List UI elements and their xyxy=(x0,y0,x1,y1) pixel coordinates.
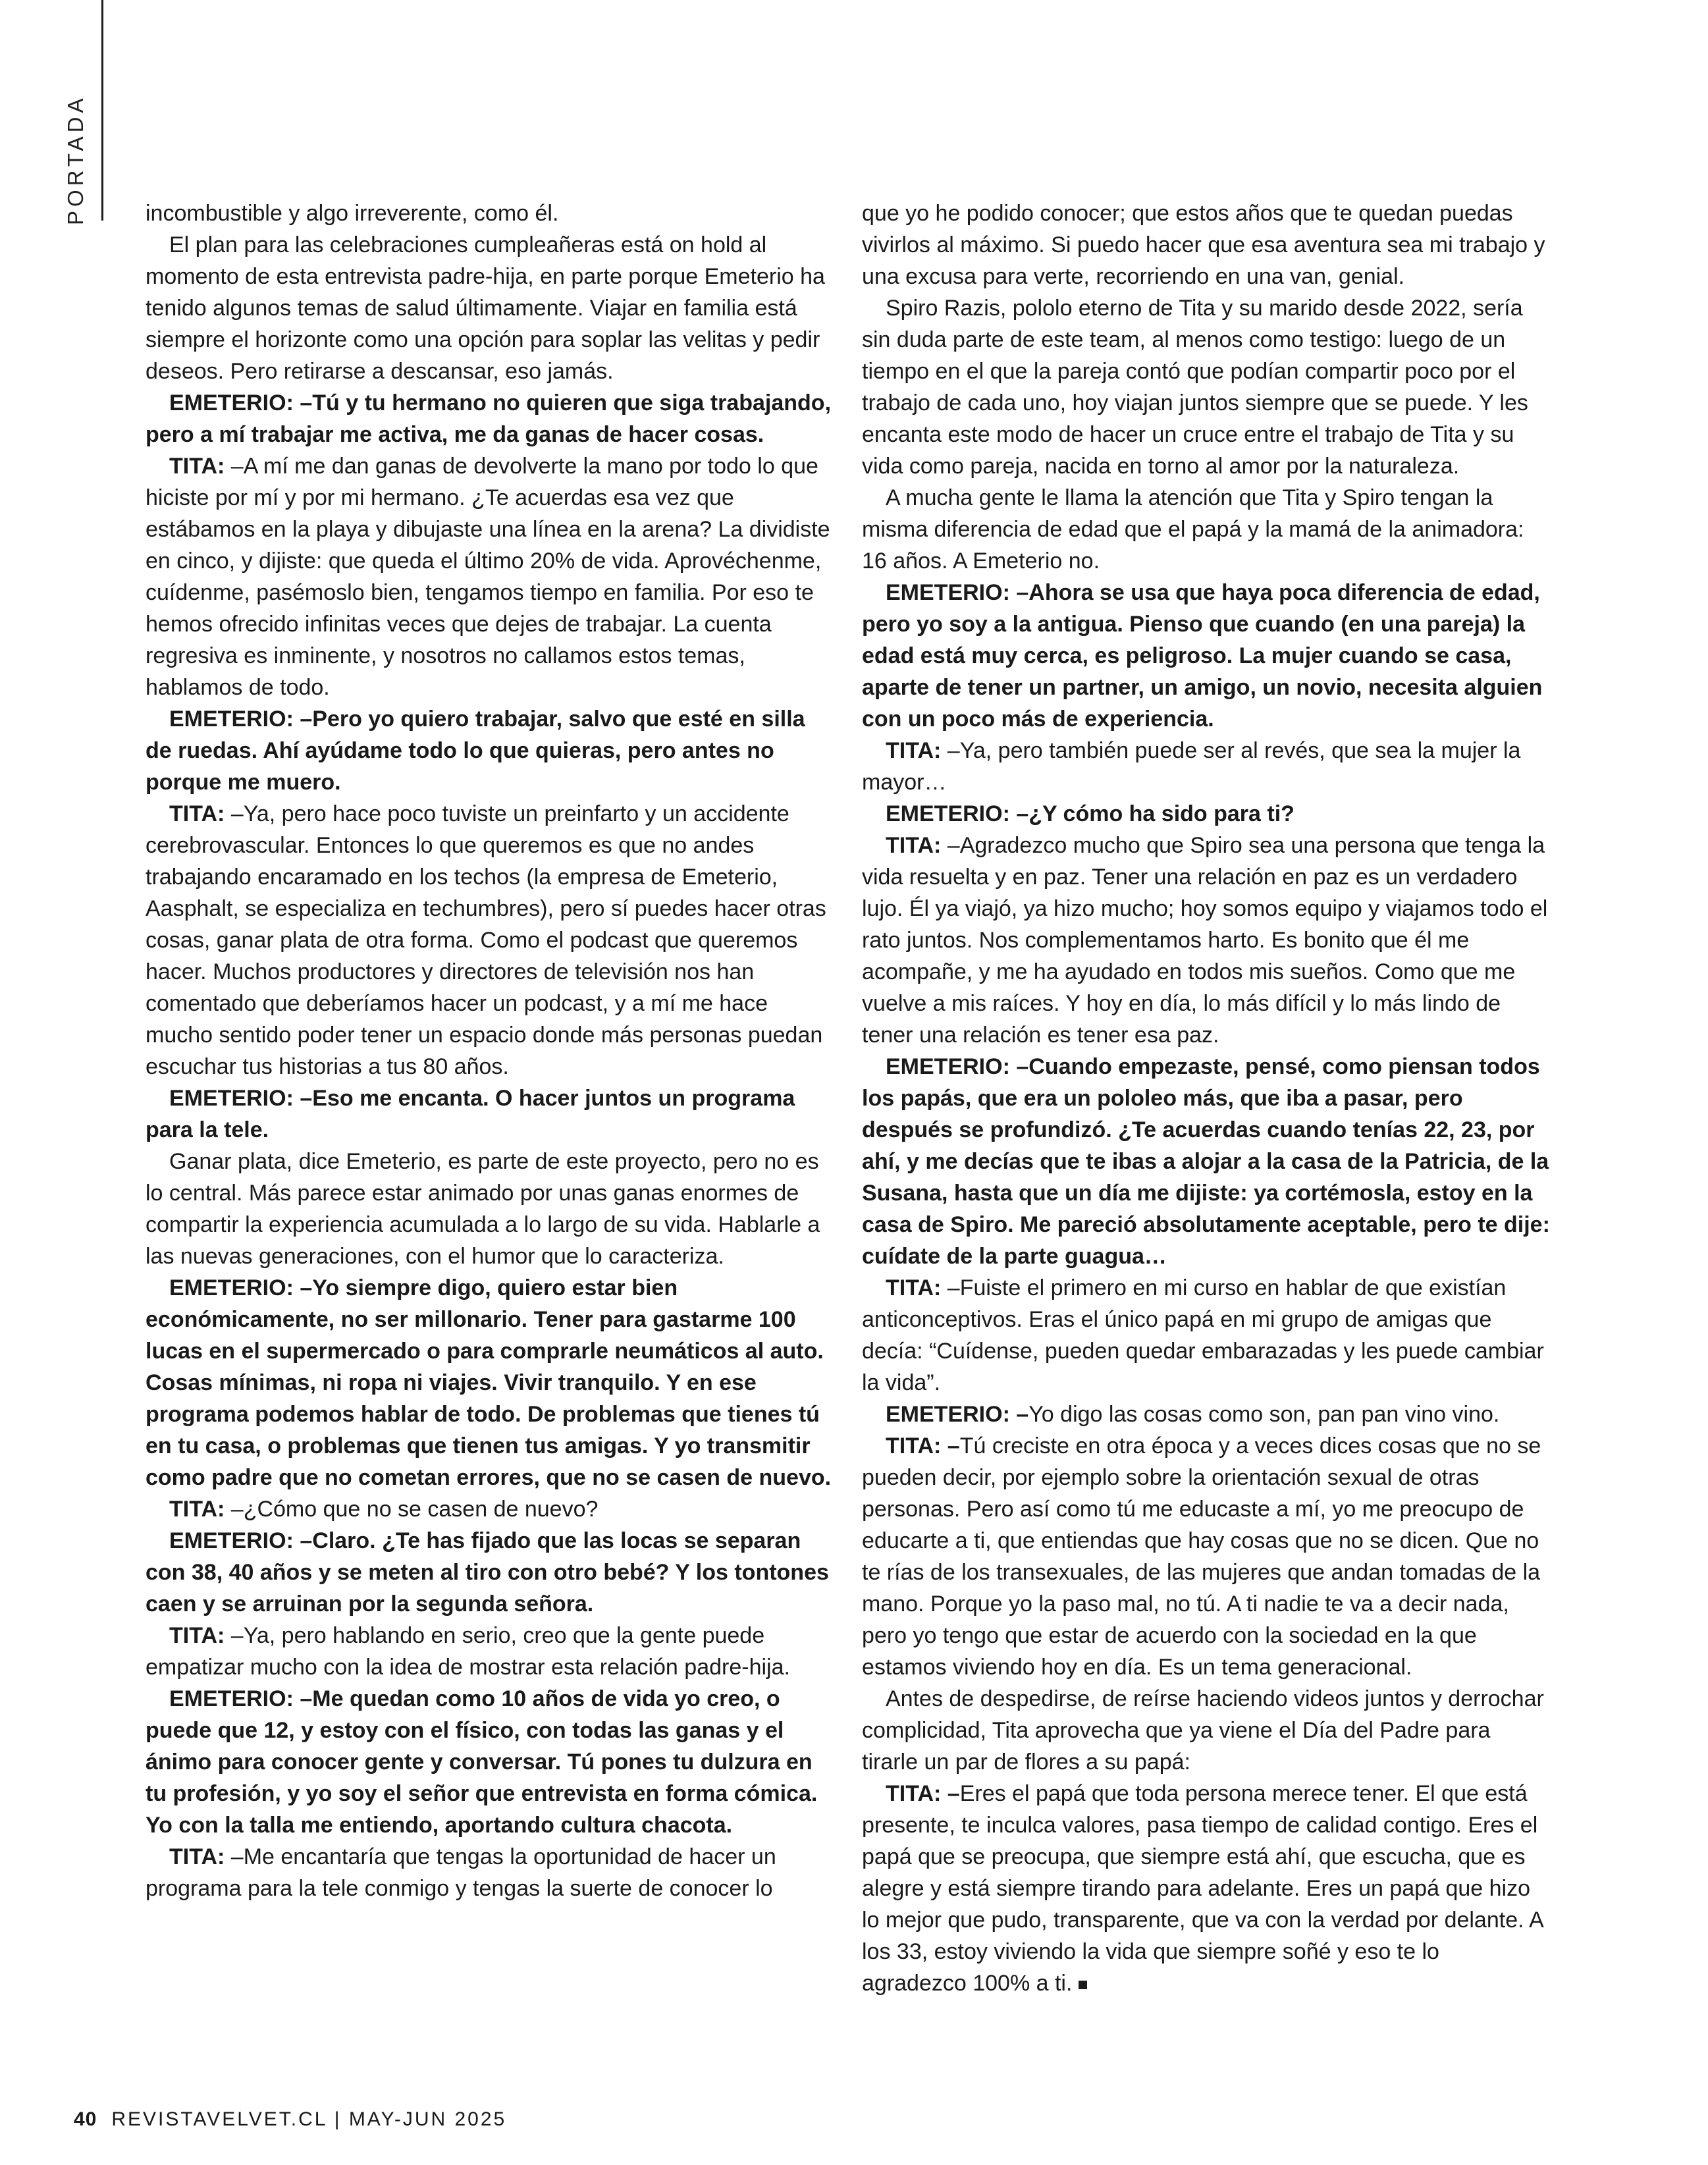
paragraph: El plan para las celebraciones cumpleañeras está on hold al momento de esta entrevista padre-hija, en parte porque Emeterio ha tenido algunos temas de salud últimamente. Viajar en familia está siempre el horizonte como una opción para soplar las velitas y pedir deseos. Pero retirarse a descansar, eso jamás. xyxy=(146,232,825,384)
speaker-label: TITA: xyxy=(169,454,225,479)
speaker-label: TITA: – xyxy=(886,1433,960,1458)
speaker-label: EMETERIO: xyxy=(169,707,294,732)
speaker-label: EMETERIO: xyxy=(886,801,1010,826)
paragraph: TITA: –Eres el papá que toda persona merece tener. El que está presente, te inculca valores, pasa tiempo de calidad contigo. Eres el papá que se preocupa, que siempre está ahí, que escucha, que es alegre y está siempre tirando para adelante. Eres un papá que hizo lo mejor que pudo, transparente, que va con la verdad por delante. A los 33, estoy viviendo la vida que siempre soñé y eso te lo agradezco 100% a ti. xyxy=(862,1781,1543,1996)
page-number: 40 xyxy=(74,2108,97,2130)
paragraph: TITA: –Me encantaría que tengas la oportunidad de hacer un programa para la tele conmigo y tengas la suerte de conocer lo xyxy=(146,1844,776,1901)
paragraph: TITA: –Ya, pero también puede ser al revés, que sea la mujer la mayor… xyxy=(862,738,1521,795)
paragraph: EMETERIO: –Cuando empezaste, pensé, como piensan todos los papás, que era un pololeo más, que iba a pasar, pero después se profundizó. ¿Te acuerdas cuando tenías 22, 23, por ahí, y me decías que te ibas a alojar a la casa de la Patricia, de la Susana, hasta que un día me dijiste: ya cortémosla, estoy en la casa de Spiro. Me pareció absolutamente aceptable, pero te dije: cuídate de la parte guagua… xyxy=(862,1054,1550,1269)
paragraph: que yo he podido conocer; que estos años que te quedan puedas vivirlos al máximo. Si puedo hacer que esa aventura sea mi trabajo y una excusa para verte, recorriendo en una van, genial. xyxy=(862,201,1545,289)
speaker-label: EMETERIO: – xyxy=(886,1402,1029,1427)
paragraph: EMETERIO: –Eso me encanta. O hacer juntos un programa para la tele. xyxy=(146,1086,795,1142)
right-column xyxy=(862,198,1550,1999)
speaker-label: EMETERIO: xyxy=(169,390,294,415)
paragraph: Ganar plata, dice Emeterio, es parte de este proyecto, pero no es lo central. Más parece estar animado por unas ganas enormes de compartir la experiencia acumulada a lo largo de su vida. Hablarle a las nuevas generaciones, con el humor que lo caracteriza. xyxy=(146,1149,820,1269)
paragraph: TITA: –Fuiste el primero en mi curso en hablar de que existían anticonceptivos. Eras el único papá en mi grupo de amigas que decía: “Cuídense, pueden quedar embarazadas y les puede cambiar la vida”. xyxy=(862,1275,1544,1395)
paragraph: TITA: –Ya, pero hablando en serio, creo que la gente puede empatizar mucho con la idea de mostrar esta relación padre-hija. xyxy=(146,1623,790,1680)
paragraph: TITA: –Agradezco mucho que Spiro sea una persona que tenga la vida resuelta y en paz. Tener una relación en paz es un verdadero lujo. Él ya viajó, ya hizo mucho; hoy somos equipo y viajamos todo el rato juntos. Nos complementamos harto. Es bonito que él me acompañe, y me ha ayudado en todos mis sueños. Como que me vuelve a mis raíces. Y hoy en día, lo más difícil y lo más lindo de tener una relación es tener esa paz. xyxy=(862,833,1548,1048)
paragraph: TITA: –Ya, pero hace poco tuviste un preinfarto y un accidente cerebrovascular. Entonces lo que queremos es que no andes trabajando encaramado en los techos (la empresa de Emeterio, Aasphalt, se especializa en techumbres), pero sí puedes hacer otras cosas, ganar plata de otra forma. Como el podcast que queremos hacer. Muchos productores y directores de televisión nos han comentado que deberíamos hacer un podcast, y a mí me hace mucho sentido poder tener un espacio donde más personas puedan escuchar tus historias a tus 80 años. xyxy=(146,801,826,1079)
paragraph: incombustible y algo irreverente, como él. xyxy=(146,201,559,226)
speaker-label: EMETERIO: xyxy=(886,1054,1010,1079)
speaker-label: TITA: xyxy=(169,801,225,826)
section-label: PORTADA xyxy=(63,94,88,225)
paragraph: EMETERIO: –¿Y cómo ha sido para ti? xyxy=(886,801,1294,826)
speaker-label: TITA: xyxy=(169,1844,225,1869)
speaker-label: EMETERIO: xyxy=(169,1686,294,1711)
paragraph: EMETERIO: –Me quedan como 10 años de vida yo creo, o puede que 12, y estoy con el físico, con todas las ganas y el ánimo para conocer gente y conversar. Tú pones tu dulzura en tu profesión, y yo soy el señor que entrevista en forma cómica. Yo con la talla me entiendo, aportando cultura chacota. xyxy=(146,1686,818,1838)
speaker-label: EMETERIO: xyxy=(886,580,1010,605)
speaker-label: TITA: xyxy=(169,1623,225,1648)
end-of-article-mark-icon xyxy=(1079,1981,1087,1989)
speaker-label: EMETERIO: xyxy=(169,1086,294,1111)
paragraph: EMETERIO: –Tú y tu hermano no quieren que siga trabajando, pero a mí trabajar me activa, me da ganas de hacer cosas. xyxy=(146,390,832,447)
speaker-label: TITA: xyxy=(886,1275,942,1300)
speaker-label: TITA: xyxy=(886,738,942,763)
paragraph: Antes de despedirse, de reírse haciendo videos juntos y derrochar complicidad, Tita aprovecha que ya viene el Día del Padre para tirarle un par de flores a su papá: xyxy=(862,1686,1544,1775)
speaker-label: TITA: xyxy=(886,833,942,858)
publication-info: REVISTAVELVET.CL | MAY-JUN 2025 xyxy=(111,2108,507,2130)
paragraph: EMETERIO: –Claro. ¿Te has fijado que las locas se separan con 38, 40 años y se meten al tiro con otro bebé? Y los tontones caen y se arruinan por la segunda señora. xyxy=(146,1528,829,1617)
page-footer xyxy=(74,2108,506,2131)
paragraph: TITA: –¿Cómo que no se casen de nuevo? xyxy=(169,1497,599,1522)
paragraph: EMETERIO: –Pero yo quiero trabajar, salvo que esté en silla de ruedas. Ahí ayúdame todo lo que quieras, pero antes no porque me muero. xyxy=(146,707,805,795)
paragraph: TITA: –A mí me dan ganas de devolverte la mano por todo lo que hiciste por mí y por mi hermano. ¿Te acuerdas esa vez que estábamos en la playa y dibujaste una línea en la arena? La dividiste en cinco, y dijiste: que queda el último 20% de vida. Aprovéchenme, cuídenme, pasémoslo bien, tengamos tiempo en familia. Por eso te hemos ofrecido infinitas veces que dejes de trabajar. La cuenta regresiva es inminente, y nosotros no callamos estos temas, hablamos de todo. xyxy=(146,454,830,700)
paragraph: EMETERIO: –Yo digo las cosas como son, pan pan vino vino. xyxy=(886,1402,1500,1427)
speaker-label: EMETERIO: xyxy=(169,1275,294,1300)
section-divider-line xyxy=(101,0,103,221)
paragraph: TITA: –Tú creciste en otra época y a veces dices cosas que no se pueden decir, por ejemplo sobre la orientación sexual de otras personas. Pero así como tú me educaste a mí, yo me preocupo de educarte a ti, que entiendas que hay cosas que no se dicen. Que no te rías de los transexuales, de las mujeres que andan tomadas de la mano. Porque yo la paso mal, no tú. A ti nadie te va a decir nada, pero yo tengo que estar de acuerdo con la sociedad en la que estamos viviendo hoy en día. Es un tema generacional. xyxy=(862,1433,1541,1680)
paragraph: EMETERIO: –Yo siempre digo, quiero estar bien económicamente, no ser millonario. Tener para gastarme 100 lucas en el supermercado o para comprarle neumáticos al auto. Cosas mínimas, ni ropa ni viajes. Vivir tranquilo. Y en ese programa podemos hablar de todo. De problemas que tienes tú en tu casa, o problemas que tienen tus amigas. Y yo transmitir como padre que no cometan errores, que no se casen de nuevo. xyxy=(146,1275,832,1490)
speaker-label: EMETERIO: xyxy=(169,1528,294,1553)
left-column xyxy=(146,198,834,1904)
paragraph: EMETERIO: –Ahora se usa que haya poca diferencia de edad, pero yo soy a la antigua. Pienso que cuando (en una pareja) la edad está muy cerca, es peligroso. La mujer cuando se casa, aparte de tener un partner, un amigo, un novio, necesita alguien con un poco más de experiencia. xyxy=(862,580,1543,732)
paragraph: A mucha gente le llama la atención que Tita y Spiro tengan la misma diferencia de edad que el papá y la mamá de la animadora: 16 años. A Emeterio no. xyxy=(862,485,1524,574)
paragraph: Spiro Razis, pololo eterno de Tita y su marido desde 2022, sería sin duda parte de este team, al menos como testigo: luego de un tiempo en el que la pareja contó que podían compartir poco por el trabajo de cada uno, hoy viajan juntos siempre que se puede. Y les encanta este modo de hacer un cruce entre el trabajo de Tita y su vida como pareja, nacida en torno al amor por la naturaleza. xyxy=(862,296,1528,479)
speaker-label: TITA: – xyxy=(886,1781,960,1806)
speaker-label: TITA: xyxy=(169,1497,225,1522)
